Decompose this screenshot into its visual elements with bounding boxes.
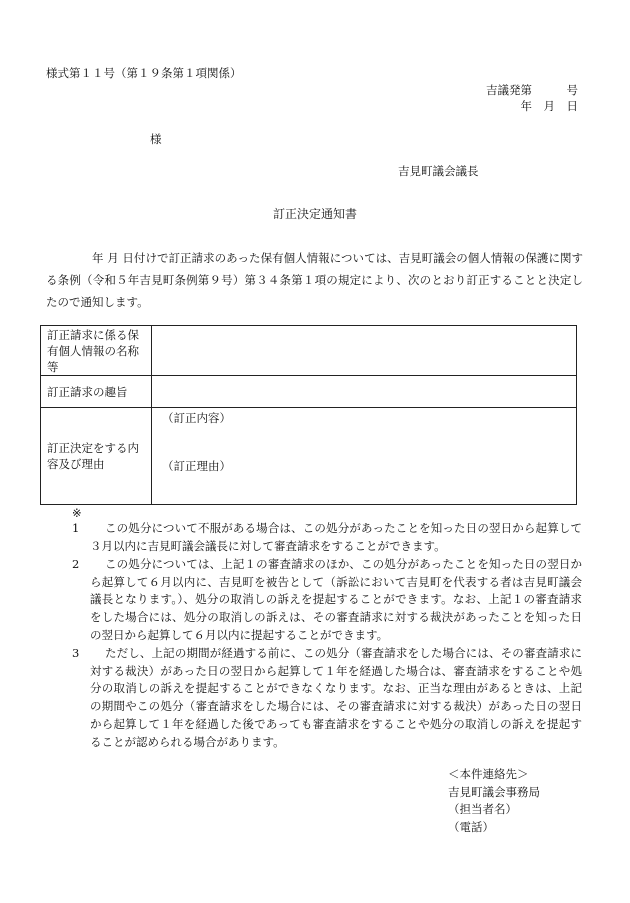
contact-phone: （電話） xyxy=(448,819,494,834)
table-row xyxy=(41,326,577,376)
note-text: ただし、上記の期間が経過する前に、この処分（審査請求をした場合には、その審査請求に対する裁決）があった日の翌日から起算して１年を経過した場合は、審査請求をすることや処分の取消しの訴えを提起することができなくなります。なお、正当な理由があるときは、上記の期間やこの処分（審査請求をした場合には、その審査請求に対する裁決）があった日の翌日から起算して１年を経過した後であっても審査請求をすることや処分の取消しの訴えを提起することが認められる場合があります。 xyxy=(90,646,582,749)
table-row xyxy=(41,376,577,408)
body-paragraph: 年 月 日付けで訂正請求のあった保有個人情報については、吉見町議会の個人情報の保護に関する条例（令和５年吉見町条例第９号）第３４条第１項の規定により、次のとおり訂正することと決定したので通知します。 xyxy=(46,251,583,309)
document-number: 吉議発第 号 xyxy=(486,83,578,97)
note-text: この処分について不服がある場合は、この処分があったことを知った日の翌日から起算して３月以内に吉見町議会議長に対して審査請求をすることができます。 xyxy=(90,521,582,553)
row-value-request-purpose xyxy=(152,376,577,408)
row-label-request-purpose: 訂正請求の趣旨 xyxy=(41,376,152,408)
note-number: 3 xyxy=(72,646,80,660)
sender: 吉見町議会議長 xyxy=(398,164,479,178)
document-title: 訂正決定通知書 xyxy=(272,207,357,221)
decision-table xyxy=(40,325,577,505)
note-number: 2 xyxy=(72,557,80,571)
contact-block xyxy=(448,766,540,836)
row-value-decision xyxy=(152,408,577,505)
note-item xyxy=(72,520,582,555)
note-number: 1 xyxy=(72,521,80,535)
correction-content-label: （訂正内容） xyxy=(162,411,231,425)
document-date: 年 月 日 xyxy=(520,99,578,113)
contact-heading: ＜本件連絡先＞ xyxy=(448,767,529,781)
row-value-info-name xyxy=(152,326,577,376)
correction-reason-label: （訂正理由） xyxy=(162,459,231,473)
note-item xyxy=(72,556,582,645)
row-label-info-name: 訂正請求に係る保有個人情報の名称等 xyxy=(41,326,152,376)
form-number: 様式第１１号（第１９条第１項関係） xyxy=(46,66,242,80)
note-text: この処分については、上記１の審査請求のほか、この処分があったことを知った日の翌日から起算して６月以内に、吉見町を被告として（訴訟において吉見町を代表する者は吉見町議会議長となります。）、処分の取消しの訴えを提起することができます。なお、上記１の審査請求をした場合には、処分の取消しの訴えは、その審査請求に対する裁決があったことを知った日の翌日から起算して６月以内に提起することができます。 xyxy=(90,557,582,642)
note-mark: ※ xyxy=(72,506,82,520)
contact-person: （担当者名） xyxy=(448,802,517,816)
table-row xyxy=(41,408,577,505)
row-label-decision: 訂正決定をする内容及び理由 xyxy=(41,408,152,505)
addressee: 様 xyxy=(150,132,162,146)
contact-office: 吉見町議会事務局 xyxy=(448,784,540,799)
note-item xyxy=(72,645,582,751)
